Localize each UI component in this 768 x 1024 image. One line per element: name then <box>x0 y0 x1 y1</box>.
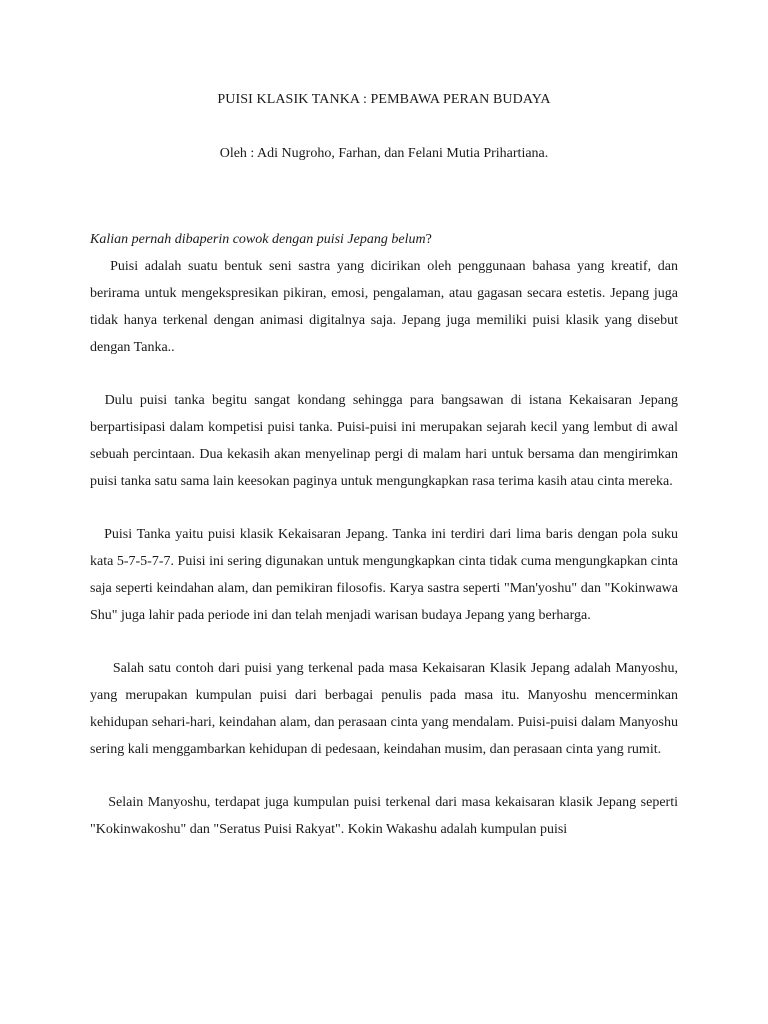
paragraph-2: Dulu puisi tanka begitu sangat kondang sehingga para bangsawan di istana Kekaisaran Jepang berpartisipasi dalam kompetisi puisi tanka. Puisi-puisi ini merupakan sejarah kecil yang lembut di awal sebuah percintaan. Dua kekasih akan menyelinap pergi di malam hari untuk bersama dan mengirimkan puisi tanka satu sama lain keesokan paginya untuk mengungkapkan rasa terima kasih atau cinta mereka. <box>90 393 678 489</box>
document-body <box>90 226 678 843</box>
intro-question <box>90 226 678 253</box>
paragraph-4: Salah satu contoh dari puisi yang terkenal pada masa Kekaisaran Klasik Jepang adalah Manyoshu, yang merupakan kumpulan puisi dari berbagai penulis pada masa itu. Manyoshu mencerminkan kehidupan sehari-hari, keindahan alam, dan perasaan cinta yang mendalam. Puisi-puisi dalam Manyoshu sering kali menggambarkan kehidupan di pedesaan, keindahan musim, dan perasaan cinta yang rumit. <box>90 661 678 757</box>
paragraph-1: Puisi adalah suatu bentuk seni sastra yang dicirikan oleh penggunaan bahasa yang kreatif, dan berirama untuk mengekspresikan pikiran, emosi, pengalaman, atau gagasan secara estetis. Jepang juga tidak hanya terkenal dengan animasi digitalnya saja. Jepang juga memiliki puisi klasik yang disebut dengan Tanka.. <box>90 259 678 355</box>
paragraph-3: Puisi Tanka yaitu puisi klasik Kekaisaran Jepang. Tanka ini terdiri dari lima baris dengan pola suku kata 5-7-5-7-7. Puisi ini sering digunakan untuk mengungkapkan cinta tidak cuma mengungkapkan cinta saja seperti keindahan alam, dan pemikiran filosofis. Karya sastra seperti "Man'yoshu" dan "Kokinwawa Shu" juga lahir pada periode ini dan telah menjadi warisan budaya Jepang yang berharga. <box>90 527 678 623</box>
document-title: PUISI KLASIK TANKA : PEMBAWA PERAN BUDAYA <box>217 92 551 107</box>
intro-question-text: Kalian pernah dibaperin cowok dengan puisi Jepang belum <box>90 232 426 247</box>
document-authors: Oleh : Adi Nugroho, Farhan, dan Felani Mutia Prihartiana. <box>219 146 549 161</box>
intro-question-mark: ? <box>425 232 432 247</box>
paragraph-5: Selain Manyoshu, terdapat juga kumpulan puisi terkenal dari masa kekaisaran klasik Jepang seperti "Kokinwakoshu" dan "Seratus Puisi Rakyat". Kokin Wakashu adalah kumpulan puisi <box>90 795 678 837</box>
